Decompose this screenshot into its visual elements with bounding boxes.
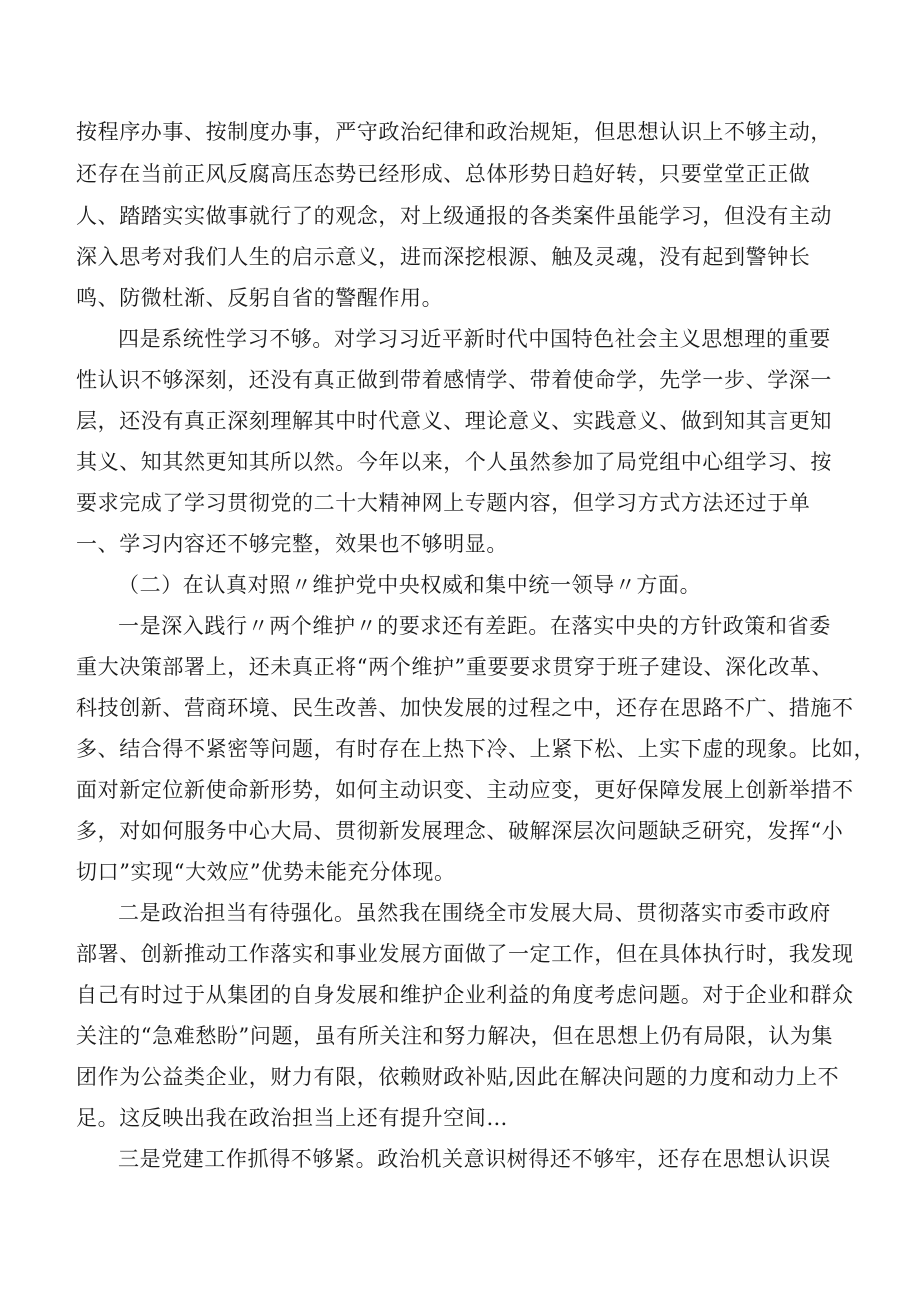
text-line: 自己有时过于从集团的自身发展和维护企业利益的角度考虑问题。对于企业和群众	[76, 983, 854, 1007]
text-line: 多，对如何服务中心大局、贯彻新发展理念、破解深层次问题缺乏研究，发挥“小	[76, 819, 844, 843]
text-line: 二是政治担当有待强化。虽然我在围绕全市发展大局、贯彻落实市委市政府	[118, 901, 831, 925]
text-line: 鸣、防微杜渐、反躬自省的警醒作用。	[76, 286, 444, 310]
text-line: 按程序办事、按制度办事，严守政治纪律和政治规矩，但思想认识上不够主动，	[76, 120, 832, 144]
text-line: 团作为公益类企业，财力有限，依赖财政补贴,因此在解决问题的力度和动力上不	[76, 1065, 840, 1089]
text-line: 四是系统性学习不够。对学习习近平新时代中国特色社会主义思想理的重要	[118, 327, 831, 351]
text-line: 其义、知其然更知其所以然。今年以来，个人虽然参加了局党组中心组学习、按	[76, 450, 832, 474]
text-line: 面对新定位新使命新形势，如何主动识变、主动应变，更好保障发展上创新举措不	[76, 778, 854, 802]
text-line: 性认识不够深刻，还没有真正做到带着感情学、带着使命学，先学一步、学深一	[76, 368, 832, 392]
text-line: 三是党建工作抓得不够紧。政治机关意识树得还不够牢，还存在思想认识误	[118, 1147, 831, 1171]
text-line: 关注的“急难愁盼”问题，虽有所关注和努力解决，但在思想上仍有局限，认为集	[76, 1024, 834, 1048]
text-line: 科技创新、营商环境、民生改善、加快发展的过程之中，还存在思路不广、措施不	[76, 696, 854, 720]
text-line: 切口”实现“大效应”优势未能充分体现。	[76, 860, 456, 884]
text-line: 人、踏踏实实做事就行了的观念，对上级通报的各类案件虽能学习，但没有主动	[76, 204, 832, 228]
text-line: 深入思考对我们人生的启示意义，进而深挖根源、触及灵魂，没有起到警钟长	[76, 245, 811, 269]
text-line: 一、学习内容还不够完整，效果也不够明显。	[76, 532, 508, 556]
text-line: 要求完成了学习贯彻党的二十大精神网上专题内容，但学习方式方法还过于单	[76, 491, 811, 515]
text-line: 层，还没有真正深刻理解其中时代意义、理论意义、实践意义、做到知其言更知	[76, 409, 832, 433]
text-line: 一是深入践行〃两个维护〃的要求还有差距。在落实中央的方针政策和省委	[118, 614, 831, 638]
section-heading: （二）在认真对照〃维护党中央权威和集中统一领导〃方面。	[118, 573, 702, 597]
text-line: 多、结合得不紧密等问题，有时存在上热下冷、上紧下松、上实下虚的现象。比如，	[76, 737, 876, 761]
text-line: 重大决策部署上，还未真正将“两个维护”重要要求贯穿于班子建设、深化改革、	[76, 655, 834, 679]
text-line: 足。这反映出我在政治担当上还有提升空间…	[76, 1106, 508, 1130]
text-line: 部署、创新推动工作落实和事业发展方面做了一定工作，但在具体执行时，我发现	[76, 942, 854, 966]
text-line: 还存在当前正风反腐高压态势已经形成、总体形势日趋好转，只要堂堂正正做	[76, 162, 811, 186]
